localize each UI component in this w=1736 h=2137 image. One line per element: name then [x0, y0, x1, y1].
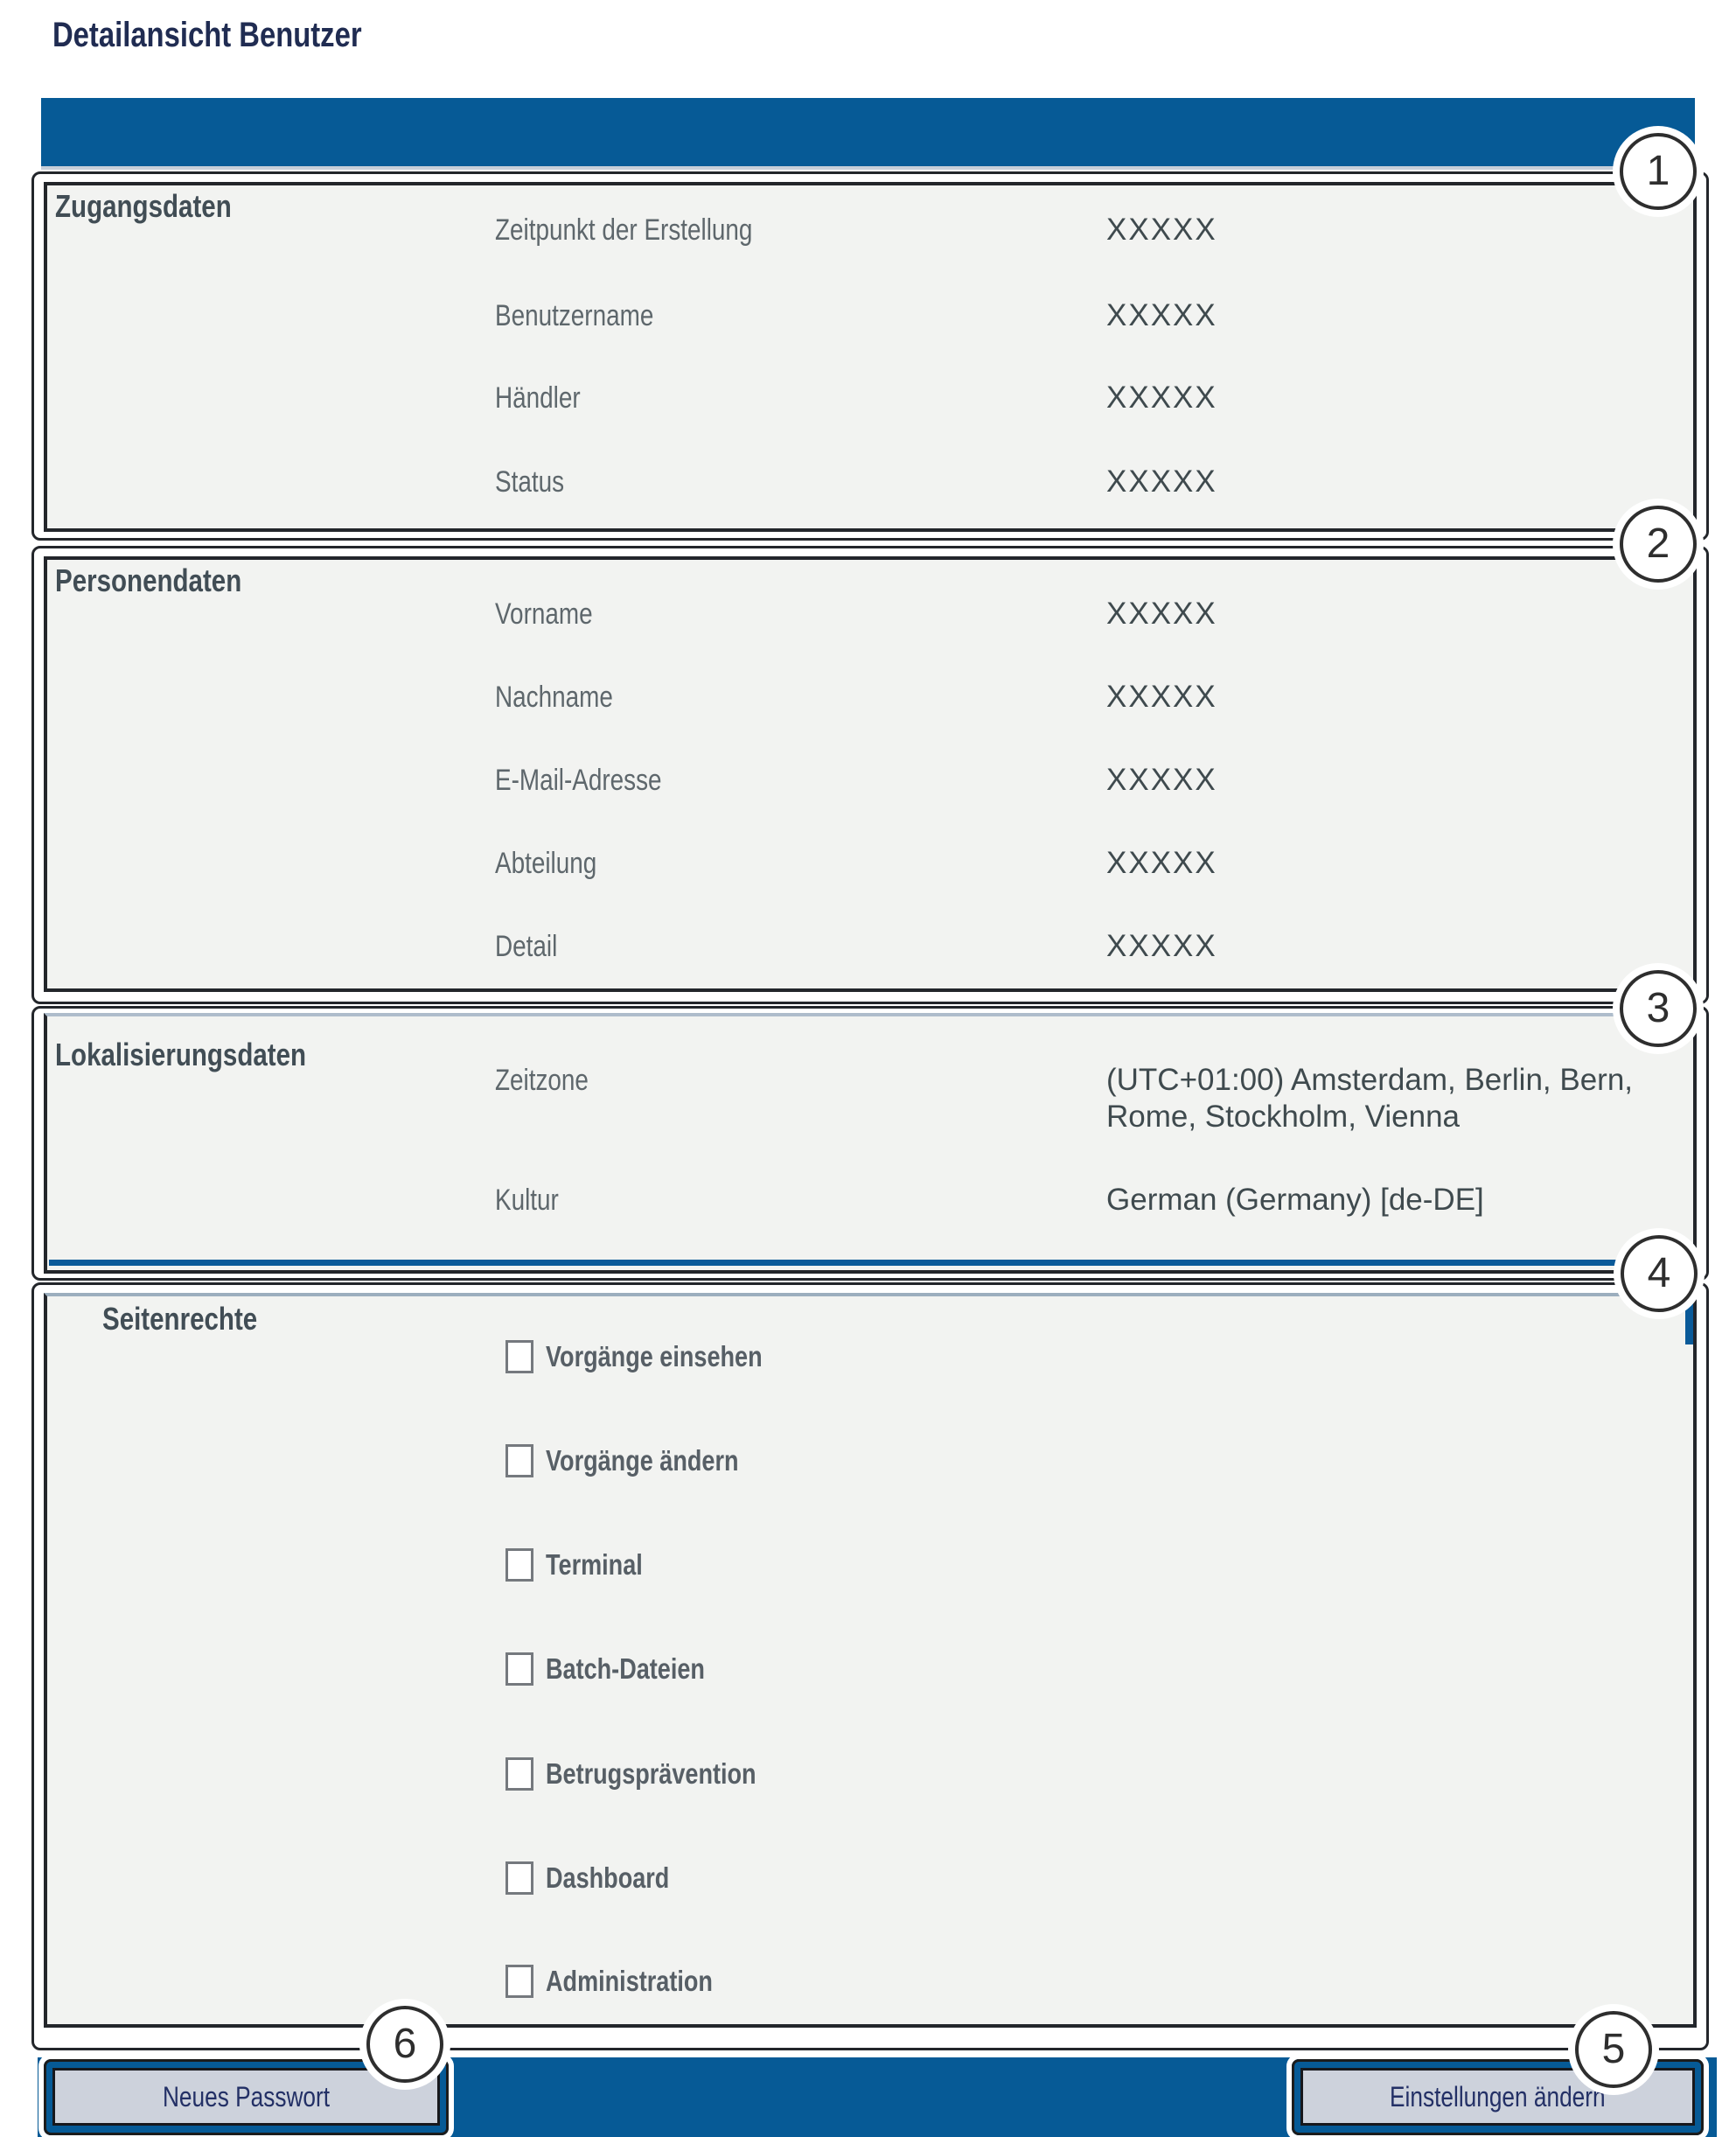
einstellungen-aendern-button-label: Einstellungen ändern	[1390, 2080, 1606, 2113]
field-label	[495, 593, 614, 635]
section-personendaten	[44, 556, 1697, 992]
field-label-text: Kultur	[495, 1184, 559, 1217]
field-label-text: Detail	[495, 930, 558, 963]
page-title	[52, 12, 429, 58]
section-zugangsdaten	[44, 182, 1697, 532]
header-banner	[41, 98, 1695, 166]
field-label-text: Abteilung	[495, 847, 597, 880]
field-label-text: Nachname	[495, 681, 613, 714]
section-title-text: Seitenrechte	[102, 1301, 258, 1337]
section-title	[55, 1036, 361, 1074]
field-label	[495, 925, 571, 967]
field-value: XXXXX	[1106, 464, 1217, 499]
checkbox[interactable]	[505, 1757, 533, 1791]
field-label-text: Zeitzone	[495, 1064, 589, 1097]
section-seitenrechte	[44, 1293, 1697, 2028]
field-value: XXXXX	[1106, 213, 1217, 247]
section-title	[55, 187, 270, 226]
checkbox-row	[505, 1960, 749, 2002]
field-label-text: Benutzername	[495, 299, 654, 332]
field-label-text: Status	[495, 465, 565, 499]
checkbox-row	[505, 1336, 810, 1378]
scrollbar-fragment[interactable]	[1685, 1296, 1693, 1344]
section-title-text: Zugangsdaten	[55, 188, 232, 224]
neues-passwort-button[interactable]	[52, 2068, 440, 2126]
field-label-text: Händler	[495, 381, 581, 415]
checkbox-label: Terminal	[546, 1548, 643, 1581]
field-label-text: Vorname	[495, 597, 593, 631]
checkbox-label: Vorgänge einsehen	[546, 1340, 763, 1372]
neues-passwort-button-label: Neues Passwort	[162, 2080, 331, 2113]
checkbox-label: Batch-Dateien	[546, 1652, 705, 1685]
callout-circle-2: 2	[1620, 506, 1697, 583]
field-value: XXXXX	[1106, 680, 1217, 714]
panel-bottom-accent-line	[49, 1260, 1686, 1266]
field-label-text: Zeitpunkt der Erstellung	[495, 213, 753, 247]
field-value: XXXXX	[1106, 763, 1217, 797]
callout-circle-4: 4	[1621, 1235, 1698, 1312]
section-title	[102, 1300, 291, 1338]
callout-circle-6: 6	[366, 2006, 443, 2083]
section-lokalisierungsdaten	[44, 1013, 1697, 1274]
section-title	[55, 562, 282, 600]
header-banner-underline	[41, 166, 1695, 170]
field-value: XXXXX	[1106, 381, 1217, 415]
callout-circle-5: 5	[1575, 2011, 1652, 2088]
checkbox[interactable]	[505, 1340, 533, 1373]
field-value: XXXXX	[1106, 298, 1217, 332]
checkbox[interactable]	[505, 1861, 533, 1895]
checkbox-row	[505, 1857, 696, 1899]
field-value: (UTC+01:00) Amsterdam, Berlin, Bern, Rome, Stockholm, Vienna	[1106, 1063, 1634, 1134]
callout-circle-1: 1	[1620, 133, 1697, 210]
page-title-text: Detailansicht Benutzer	[52, 16, 362, 54]
checkbox-row	[505, 1440, 781, 1482]
section-title-text: Lokalisierungsdaten	[55, 1037, 307, 1072]
section-title-text: Personendaten	[55, 562, 242, 598]
field-value: German (Germany) [de-DE]	[1106, 1183, 1484, 1217]
field-label	[495, 209, 809, 251]
field-value: XXXXX	[1106, 846, 1217, 880]
checkbox-label: Vorgänge ändern	[546, 1444, 739, 1477]
checkbox-row	[505, 1648, 740, 1690]
field-label	[495, 676, 638, 718]
field-label	[495, 1179, 573, 1221]
checkbox-label: Betrugsprävention	[546, 1757, 756, 1790]
field-label-text: E-Mail-Adresse	[495, 764, 662, 797]
callout-circle-3: 3	[1620, 970, 1697, 1047]
field-value: XXXXX	[1106, 929, 1217, 963]
checkbox-label: Administration	[546, 1965, 713, 1997]
field-label	[495, 1059, 609, 1101]
checkbox-row	[505, 1544, 664, 1586]
checkbox[interactable]	[505, 1965, 533, 1998]
checkbox-label: Dashboard	[546, 1861, 670, 1894]
field-label	[495, 295, 688, 337]
field-label	[495, 842, 619, 884]
field-label	[495, 377, 599, 419]
field-value: XXXXX	[1106, 597, 1217, 631]
checkbox[interactable]	[505, 1548, 533, 1582]
checkbox[interactable]	[505, 1444, 533, 1477]
field-label	[495, 461, 579, 503]
field-label	[495, 759, 698, 801]
checkbox[interactable]	[505, 1652, 533, 1686]
checkbox-row	[505, 1753, 802, 1795]
